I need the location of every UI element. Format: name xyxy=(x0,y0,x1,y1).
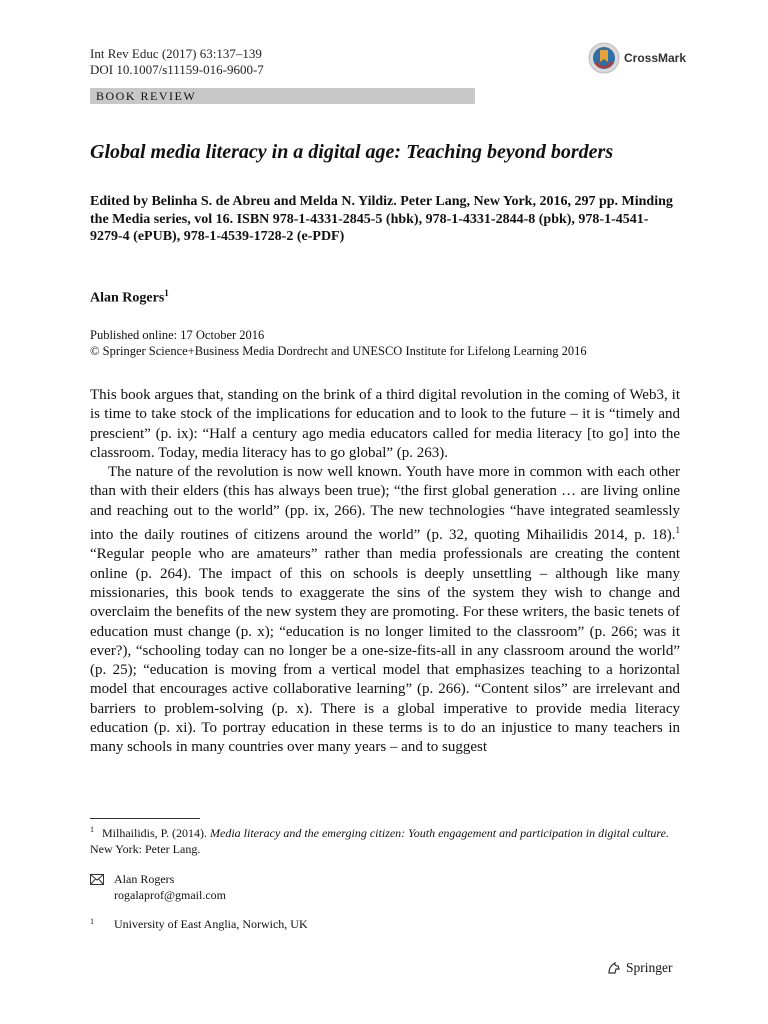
paragraph-2-part-b: “Regular people who are amateurs” rather than media professionals are creating the content online (p. 264). The impact of this on schools is deeply unsettling – although like many missionaries, this book tends to exaggerate the sins of the system they wish to change and overclaim the benefits of the new system they are promoting. For these writers, the basic tenets of education must change (p. x); “education is no longer limited to the classroom” (p. 266; was it ever?), “schooling today can no longer be a one-size-fits-all in any classroom around the world” (p. 25); “education is moving from a vertical model that emphasizes teaching to a horizontal model that encourages active collaborative learning” (p. 266). “Content silos” are irrelevant and barriers to problem-solving (p. x). There is a global imperative to provide media literacy education (p. xi). To portray education in these terms is to do an injustice to many teachers in many schools in many countries over many years – and to suggest xyxy=(90,546,680,756)
doi[interactable]: DOI 10.1007/s11159-016-9600-7 xyxy=(90,62,264,77)
copyright-line: © Springer Science+Business Media Dordrecht and UNESCO Institute for Lifelong Learning 2016 xyxy=(90,344,587,358)
paragraph-2-part-a: The nature of the revolution is now well known. Youth have more in common with each other than with their elders (this has always been true); “the first global generation … are living online and reaching out to the world” (pp. ix, 266). The new technologies “have integrated seamlessly into the daily routines of citizens around the world” (p. 32, quoting Mihailidis 2014, p. 18). xyxy=(90,464,680,544)
contact-name: Alan Rogers xyxy=(114,872,175,886)
affiliation-number: 1 xyxy=(90,917,94,926)
footnote-title: Media literacy and the emerging citizen: Youth engagement and participation in digital culture. xyxy=(210,826,669,840)
footnote-ref[interactable]: 1 xyxy=(675,525,680,536)
mail-icon xyxy=(90,874,104,885)
footnote-number: 1 xyxy=(90,825,94,834)
article-title: Global media literacy in a digital age: Teaching beyond borders xyxy=(90,141,614,163)
section-bar xyxy=(90,88,475,104)
crossmark-label: CrossMark xyxy=(624,51,687,65)
footnote-publisher: New York: Peter Lang. xyxy=(90,841,201,856)
crossmark-icon xyxy=(588,42,620,74)
affiliation xyxy=(90,917,308,932)
body-text xyxy=(90,386,680,758)
springer-horse-icon xyxy=(606,960,622,976)
publisher-logo xyxy=(606,960,673,976)
publisher-name: Springer xyxy=(626,960,673,975)
journal-citation: Int Rev Educ (2017) 63:137–139 xyxy=(90,46,262,61)
contact-email[interactable]: rogalaprof@gmail.com xyxy=(114,887,227,902)
section-label: BOOK REVIEW xyxy=(96,89,197,103)
crossmark-badge[interactable] xyxy=(588,40,708,76)
author-name: Alan Rogers xyxy=(90,290,165,306)
publication-info xyxy=(90,327,690,359)
footnote-author: Milhailidis, P. (2014). xyxy=(102,826,211,840)
contact-block xyxy=(90,872,226,903)
author-affiliation-marker: 1 xyxy=(164,288,169,298)
footnote-divider xyxy=(90,818,200,819)
paragraph-1: This book argues that, standing on the brink of a third digital revolution in the coming of Web3, it is time to take stock of the implications for education and to look to the future – it is “timely and prescient” (p. ix): “Half a century ago media educators called for media literacy [to go] into the classroom. Today, media literacy has to go global” (p. 263). xyxy=(90,387,680,461)
paragraph-2 xyxy=(90,463,680,757)
published-date: Published online: 17 October 2016 xyxy=(90,328,265,342)
affiliation-text: University of East Anglia, Norwich, UK xyxy=(114,917,308,931)
author-line xyxy=(90,288,169,307)
bibliographic-details: Edited by Belinha S. de Abreu and Melda N. Yildiz. Peter Lang, New York, 2016, 297 pp. Minding the Media series, vol 16. ISBN 978-1-4331-2845-5 (hbk), 978-1-4331-2844-8 (pbk), 978-1-4541-9279-4 (ePUB), 978-1-4539-1728-2 (e-PDF) xyxy=(90,194,673,244)
footnote xyxy=(90,822,680,857)
